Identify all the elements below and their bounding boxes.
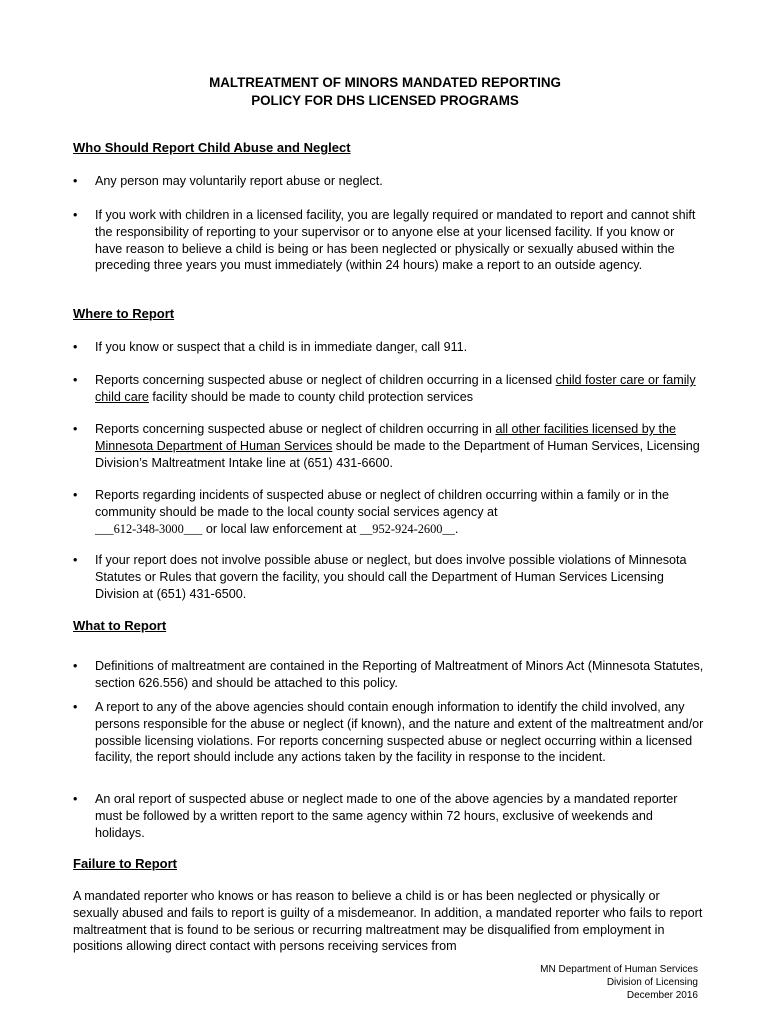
where-item-2-text-after: facility should be made to county child protection services bbox=[148, 389, 474, 404]
bullet-icon: • bbox=[73, 373, 78, 387]
section-heading-where-to-report: Where to Report bbox=[73, 306, 175, 321]
what-item-3: An oral report of suspected abuse or neglect made to one of the above agencies by a mandated reporter must be followed by a written report to the same agency within 72 hours, exclusive of weekends and holidays. bbox=[95, 792, 678, 840]
what-item-1: Definitions of maltreatment are contained in the Reporting of Maltreatment of Minors Act (Minnesota Statutes, section 626.556) and should be attached to this policy. bbox=[95, 659, 704, 690]
bullet-icon: • bbox=[73, 553, 78, 567]
bullet-icon: • bbox=[73, 174, 78, 188]
section-heading-who-should-report: Who Should Report Child Abuse and Neglect bbox=[73, 140, 351, 155]
failure-to-report-paragraph: A mandated reporter who knows or has reason to believe a child is or has been neglected or physically or sexually abused and fails to report is guilty of a misdemeanor. In addition, a mandated reporter who fails to report maltreatment that is found to be serious or recurring maltreatment may be disqualified from employment in positions allowing direct contact with persons receiving services from bbox=[73, 889, 703, 954]
where-item-4-text-before: Reports regarding incidents of suspected abuse or neglect of children occurring within a family or in the community should be made to the local county social services agency at bbox=[95, 488, 670, 519]
law-enforcement-number-field[interactable]: __952-924-2600__ bbox=[359, 521, 455, 536]
where-item-4-text-after: . bbox=[454, 521, 459, 536]
bullet-icon: • bbox=[73, 340, 78, 354]
where-item-3-text-before: Reports concerning suspected abuse or neglect of children occurring in bbox=[95, 422, 496, 436]
where-item-4 bbox=[95, 487, 705, 537]
document-title-line-1: MALTREATMENT OF MINORS MANDATED REPORTING bbox=[209, 75, 561, 90]
who-item-2: If you work with children in a licensed facility, you are legally required or mandated to report and cannot shift the responsibility of reporting to your supervisor or to anyone else at your licensed facility. If you know or have reason to believe a child is being or has been neglected or physically or sexually abused within the preceding three years you must immediately (within 24 hours) make a report to an outside agency. bbox=[95, 208, 696, 273]
bullet-icon: • bbox=[73, 700, 78, 714]
where-item-3 bbox=[95, 421, 705, 471]
section-heading-what-to-report: What to Report bbox=[73, 618, 167, 633]
where-item-3-text-after: should be made to the Department of Human Services, Licensing Division’s Maltreatment Intake line at (651) 431-6600. bbox=[95, 438, 700, 470]
footer-date: December 2016 bbox=[626, 989, 698, 1001]
bullet-icon: • bbox=[73, 488, 78, 502]
section-heading-failure-to-report: Failure to Report bbox=[73, 856, 178, 871]
where-item-4-text-middle: or local law enforcement at bbox=[202, 521, 360, 536]
other-facilities-link: all other facilities licensed by the Minnesota Department of Human Services bbox=[95, 422, 677, 453]
bullet-icon: • bbox=[73, 422, 78, 436]
what-item-2: A report to any of the above agencies should contain enough information to identify the child involved, any persons responsible for the abuse or neglect (if known), and the nature and extent of the maltreatment and/or possible licensing violations. For reports concerning suspected abuse or neglect occurring within a licensed facility, the report should include any actions taken by the facility in response to the incident. bbox=[95, 700, 704, 765]
where-item-5: If your report does not involve possible abuse or neglect, but does involve possible violations of Minnesota Statutes or Rules that govern the facility, you should call the Department of Human Services Licensing Division at (651) 431-6500. bbox=[95, 553, 687, 601]
who-item-1: Any person may voluntarily report abuse or neglect. bbox=[95, 174, 383, 188]
footer-department: MN Department of Human Services bbox=[540, 964, 698, 975]
document-title-line-2: POLICY FOR DHS LICENSED PROGRAMS bbox=[251, 93, 519, 108]
bullet-icon: • bbox=[73, 792, 78, 806]
bullet-icon: • bbox=[73, 659, 78, 673]
where-item-2 bbox=[95, 372, 705, 406]
page-footer bbox=[540, 964, 698, 1002]
county-social-services-number-field[interactable]: ___612-348-3000___ bbox=[95, 521, 203, 536]
footer-division: Division of Licensing bbox=[606, 976, 698, 988]
where-item-1: If you know or suspect that a child is in immediate danger, call 911. bbox=[95, 340, 468, 354]
foster-care-link: child foster care or family child care bbox=[95, 373, 696, 404]
bullet-icon: • bbox=[73, 208, 78, 222]
where-item-2-text-before: Reports concerning suspected abuse or neglect of children occurring in a licensed bbox=[95, 373, 556, 387]
